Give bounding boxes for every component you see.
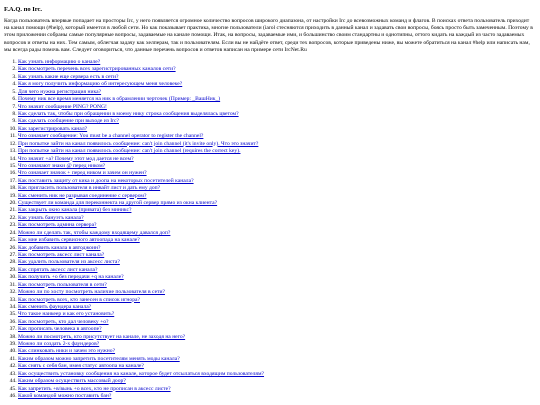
faq-question-link[interactable]: Можно ли создать 2-х фаундеров? (18, 341, 100, 348)
faq-question-link[interactable]: Почему ник все время меняется на ник в обрамлении черточек (Пример: _ВашНик_) (18, 96, 221, 103)
faq-item (18, 193, 536, 200)
faq-item (18, 348, 536, 355)
faq-item (18, 311, 536, 318)
faq-question-link[interactable]: Каким образом осуществить массовый доор? (18, 378, 126, 385)
faq-item (18, 163, 536, 170)
faq-item (18, 393, 536, 400)
faq-item (18, 289, 536, 296)
faq-question-link[interactable]: Как осуществить установку сообщения на канале, которое будет отсылаться входящим пользователям? (18, 370, 265, 377)
faq-item (18, 59, 536, 66)
faq-item (18, 326, 536, 333)
faq-question-link[interactable]: Что означают знаки @ перед ником? (18, 162, 106, 169)
faq-question-link[interactable]: Каким образом можно запретить посетителям менять моды канала? (18, 355, 180, 362)
faq-question-link[interactable]: При попытке зайти на канал появилось сообщение: can't join channel (requires the correct key). (18, 148, 241, 155)
faq-item (18, 304, 536, 311)
faq-question-link[interactable]: Как добавить канала в автоджоин? (18, 244, 101, 251)
faq-question-link[interactable]: Можно ли посмотреть, кто присутствует на канале, не заходя на него? (18, 333, 186, 340)
faq-item (18, 319, 536, 326)
faq-question-link[interactable]: Как посмотреть пользователя в сети? (18, 281, 107, 288)
faq-question-link[interactable]: Как посмотреть, кто дал человеку +о? (18, 318, 109, 325)
faq-item (18, 156, 536, 163)
faq-question-link[interactable]: Что означает значок + перед ником и зачем он нужен? (18, 170, 147, 177)
faq-question-link[interactable]: Как сделать сообщение при выходе из Irc? (18, 118, 119, 125)
faq-item (18, 274, 536, 281)
faq-question-link[interactable]: Для чего нужна регистрация ника? (18, 88, 102, 95)
faq-question-link[interactable]: Как посмотреть перечень всех зарегистрированных каналов сети? (18, 66, 176, 73)
faq-question-link[interactable]: Как мне избавить сервисного автоопада на канале? (18, 237, 140, 244)
faq-item (18, 363, 536, 370)
faq-item (18, 245, 536, 252)
faq-question-link[interactable]: Как снять с себя бан, имея статус автоопа на канале? (18, 363, 144, 370)
faq-item (18, 222, 536, 229)
faq-question-link[interactable]: При попытке зайти на канал появилось сообщение: can't join channel (it's invite only). Что это значит? (18, 140, 259, 147)
faq-item (18, 170, 536, 177)
faq-item (18, 259, 536, 266)
faq-question-link[interactable]: Что значит сообщение PING? PONG! (18, 103, 107, 110)
faq-question-link[interactable]: Как прописать человека в автоопе? (18, 326, 102, 333)
faq-item (18, 334, 536, 341)
faq-item (18, 148, 536, 155)
faq-question-link[interactable]: Как узнать бануэтъ канала? (18, 214, 84, 221)
faq-item (18, 237, 536, 244)
faq-question-link[interactable]: Как сменить ник не разрывая соединение с сервером? (18, 192, 147, 199)
faq-question-link[interactable]: Существует ли команда для переконнекта на другой сервер прямо из окна клиента? (18, 200, 218, 207)
faq-question-link[interactable]: Как удалить пользователя из аксесс листа? (18, 259, 120, 266)
faq-item (18, 89, 536, 96)
faq-question-link[interactable]: Как слинковать ники и зачем это нужно? (18, 348, 116, 355)
faq-item (18, 141, 536, 148)
faq-question-link[interactable]: Как узнать информацию о канале? (18, 59, 101, 66)
faq-question-link[interactable]: Как спрятать аксесс лист канала? (18, 266, 98, 273)
faq-question-link[interactable]: Как сменить фаундера канала? (18, 303, 92, 310)
intro-paragraph: Когда пользователь впервые попадает на просторы Irc, у него появляется огромное количество вопросов широкого диапазона, от настройки Irc до всевозможных команд и флагов. В поисках ответа пользователь приходит на канал помощи (#help), который имеется в любой сети. Но как показывает практика, многие пользователи (iarol стесняются приходить в данный канал и задавать свои вопросы, боясь просто быть замеченным. Поэтому в этом приложении собраны самые популярные вопросы, задаваемые на канале помощи. Итак, на вопросы, задаваемые ими, и большинство своим стандартны и однотипны, оттого кидать на каждый из часто задаваемых вопросов и ответы на них. Тем самым, облегчая задачу как хелперам, так и пользователям. Если вы не найдёте ответ, среди тех вопросов, которые приведены ниже, вы можете обратиться на канал #help или написать нам, мы всегда рады помочь вам. Следует оговориться, что данные перечень вопросов и ответов написан на примере сети IrcNet.Ru (4, 18, 533, 53)
faq-question-link[interactable]: Что означает сообщение: You must be a channel operator to register the channel? (18, 133, 204, 140)
faq-question-link[interactable]: Как узнать какие еще сервера есть в сети? (18, 73, 119, 80)
faq-item (18, 297, 536, 304)
faq-question-link[interactable]: Как посмотреть всех, кто занесен в список игнора? (18, 296, 140, 303)
faq-question-link[interactable]: Можно ли по хосту посмотреть наличие пользователя в сети? (18, 289, 165, 296)
faq-item (18, 104, 536, 111)
faq-item (18, 96, 536, 103)
faq-item (18, 118, 536, 125)
faq-item (18, 341, 536, 348)
faq-question-link[interactable]: Что такое наикеер и как его установить? (18, 311, 115, 318)
faq-item (18, 81, 536, 88)
faq-question-link[interactable]: Как посмотреть админа сервера? (18, 222, 97, 229)
faq-question-link[interactable]: Как я могу получить информацию об интересующем меня человеке? (18, 81, 183, 88)
faq-list (4, 59, 536, 400)
faq-question-link[interactable]: Как зарегистрировать канал? (18, 125, 88, 132)
faq-question-link[interactable]: Как пригласить пользователя в инвайт лист и дать ему доп? (18, 185, 161, 192)
faq-question-link[interactable]: Как посмотреть аксесс лист канала? (18, 251, 105, 258)
faq-question-link[interactable]: Как запретить +в/вынь +о всех, кто не прописан в аксесс листе? (18, 385, 171, 392)
faq-question-link[interactable]: Как закрыть окно канала (привата) без миникс? (18, 207, 132, 214)
faq-item (18, 378, 536, 385)
faq-item (18, 133, 536, 140)
faq-question-link[interactable]: Что значит +a? Почему этот мод дается не всем? (18, 155, 134, 162)
faq-question-link[interactable]: Можно ли сделать так, чтобы каждому входящему давался доп? (18, 229, 171, 236)
faq-question-link[interactable]: Как получить +о без передачи +q на канале? (18, 274, 124, 281)
faq-item (18, 66, 536, 73)
faq-item (18, 282, 536, 289)
faq-item (18, 386, 536, 393)
faq-item (18, 252, 536, 259)
faq-item (18, 215, 536, 222)
faq-item (18, 207, 536, 214)
faq-item (18, 185, 536, 192)
faq-question-link[interactable]: Какой командой можно поставить бан? (18, 393, 112, 399)
page-title: F.A.Q. по Irc. (4, 6, 43, 13)
faq-question-link[interactable]: Как сделать так, чтобы при обращении в моему нику строка сообщения выделялась цветом? (18, 110, 239, 117)
faq-question-link[interactable]: Как поставить защиту от кика и доопа на некоторых посетителей канала? (18, 177, 194, 184)
